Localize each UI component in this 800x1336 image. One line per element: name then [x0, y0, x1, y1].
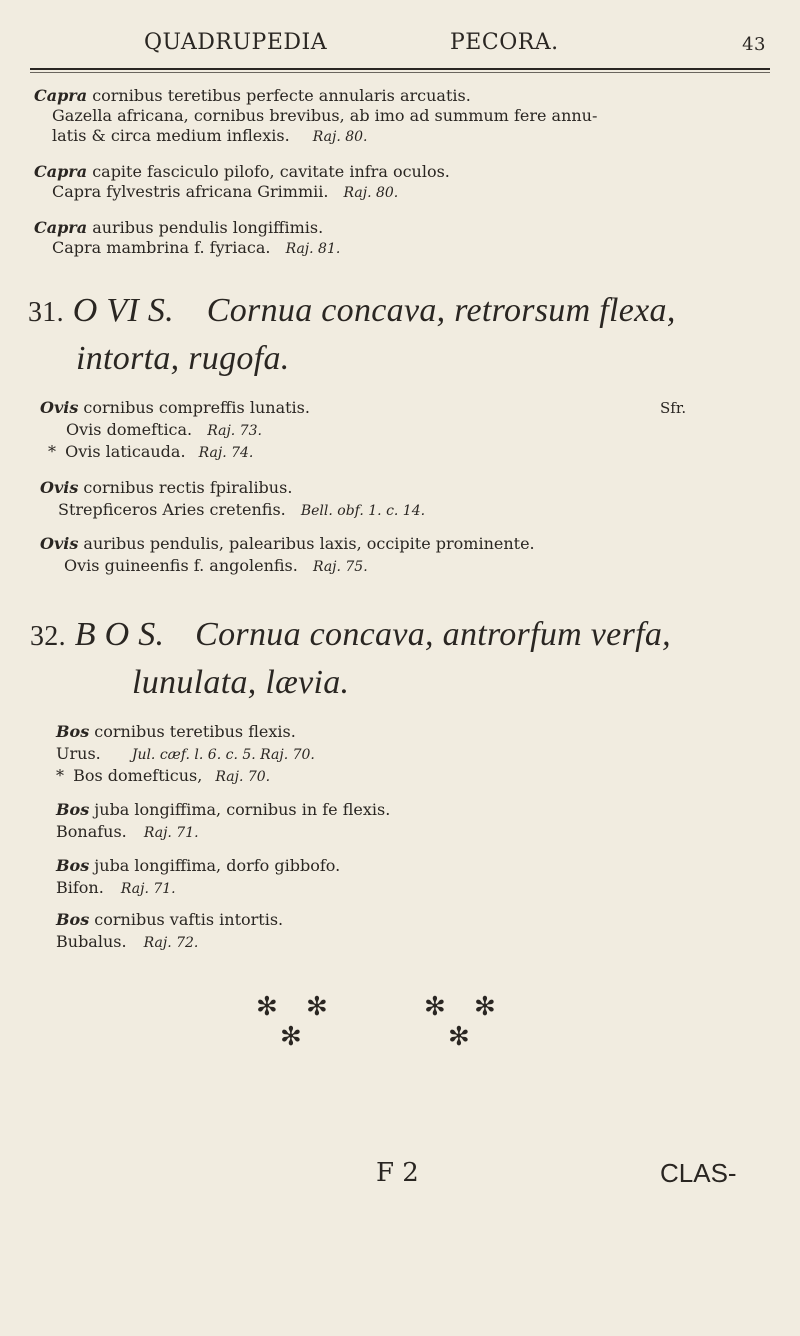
signature-mark: F 2: [376, 1158, 419, 1188]
asterism-icon: ✻: [424, 992, 446, 1022]
running-header: [30, 26, 770, 72]
entry-line: Capra mambrina f. fyriaca. Raj. 81.: [52, 238, 341, 257]
header-rule: [30, 68, 770, 70]
header-left-title: QUADRUPEDIA: [144, 30, 328, 55]
header-right-title: PECORA.: [450, 30, 559, 55]
page-number: 43: [742, 34, 766, 55]
entry-line: Bifon. Raj. 71.: [56, 878, 176, 897]
header-rule-thin: [30, 72, 770, 73]
entry-line: Ovis domeftica. Raj. 73.: [66, 420, 262, 439]
section-heading-bos: 32. B O S. Cornua concava, antrorfum verfa,: [30, 616, 671, 653]
entry-line: Bos cornibus teretibus flexis.: [56, 722, 296, 741]
entry-line: Bos cornibus vaftis intortis.: [56, 910, 284, 929]
section-heading-bos-cont: lunulata, lævia.: [132, 664, 350, 701]
entry-line: Capra fylvestris africana Grimmii. Raj. 80.: [52, 182, 399, 201]
asterism-icon: ✻: [256, 992, 278, 1022]
entry-line: * Ovis laticauda. Raj. 74.: [48, 442, 254, 461]
entry-line: Gazella africana, cornibus brevibus, ab imo ad summum fere annu-: [52, 106, 598, 125]
entry-line: Ovis guineenfis f. angolenfis. Raj. 75.: [64, 556, 368, 575]
entry-line: * Bos domefticus, Raj. 70.: [56, 766, 271, 785]
entry-line: Ovis cornibus rectis fpiralibus.: [40, 478, 293, 497]
entry-line: Ovis cornibus compreffis lunatis.: [40, 398, 310, 417]
catchword: CLAS-: [660, 1158, 737, 1188]
section-heading-ovis: 31. O VI S. Cornua concava, retrorsum flexa,: [28, 292, 676, 329]
entry-line: Capra cornibus teretibus perfecte annularis arcuatis.: [34, 86, 471, 105]
asterism-icon: ✻: [280, 1022, 302, 1052]
entry-line: Ovis auribus pendulis, palearibus laxis, occipite prominente.: [40, 534, 535, 553]
entry-line: Bos juba longiffima, dorfo gibbofo.: [56, 856, 341, 875]
entry-line: Capra auribus pendulis longiffimis.: [34, 218, 324, 237]
entry-line: latis & circa medium inflexis. Raj. 80.: [52, 126, 368, 145]
entry-line: Urus. Jul. cæf. l. 6. c. 5. Raj. 70.: [56, 744, 315, 763]
entry-line: Bubalus. Raj. 72.: [56, 932, 199, 951]
entry-line: Capra capite fasciculo pilofo, cavitate infra oculos.: [34, 162, 450, 181]
section-heading-ovis-cont: intorta, rugofa.: [76, 340, 290, 377]
entry-line: Bos juba longiffima, cornibus in fe flexis.: [56, 800, 391, 819]
asterism-icon: ✻: [474, 992, 496, 1022]
entry-line: Bonafus. Raj. 71.: [56, 822, 199, 841]
marginal-note: Sfr.: [660, 399, 687, 417]
asterism-icon: ✻: [448, 1022, 470, 1052]
asterism-icon: ✻: [306, 992, 328, 1022]
entry-line: Strepficeros Aries cretenfis. Bell. obf. 1. c. 14.: [58, 500, 426, 519]
